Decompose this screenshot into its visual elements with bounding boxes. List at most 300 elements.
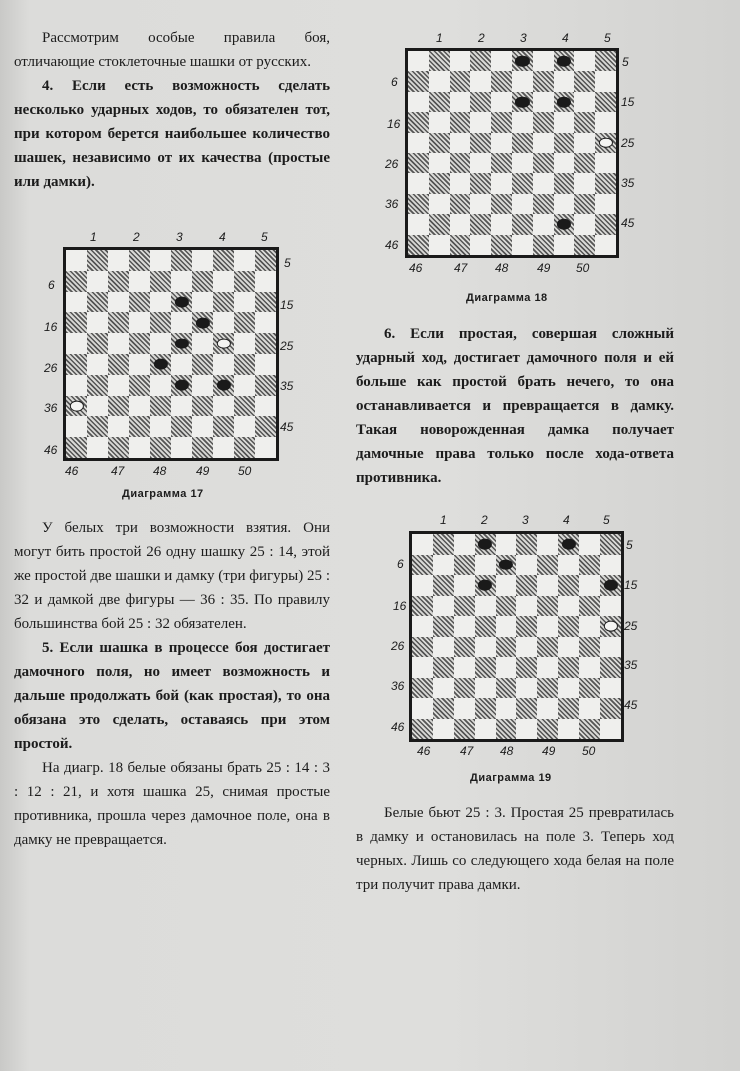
- dark-square: [454, 719, 475, 740]
- dark-square: [129, 416, 150, 437]
- light-square: [255, 312, 276, 333]
- light-square: [554, 153, 575, 173]
- d19-right-label: 35: [624, 658, 638, 672]
- light-square: [496, 657, 517, 678]
- dark-square: [537, 555, 558, 576]
- light-square: [429, 153, 450, 173]
- dark-square: [108, 437, 129, 458]
- d19-top-label: 2: [481, 513, 488, 527]
- dark-square: [475, 616, 496, 637]
- light-square: [554, 194, 575, 214]
- light-square: [558, 678, 579, 699]
- light-square: [537, 657, 558, 678]
- light-square: [408, 133, 429, 153]
- dark-square: [171, 250, 192, 271]
- dark-square: [213, 250, 234, 271]
- light-square: [255, 354, 276, 375]
- paragraph-rule-4: 4. Если есть возможность сделать несколько ударных ходов, то обязателен тот, при котором берется наибольшее количество шашек, независимо от их качества (простые или дамки).: [14, 78, 330, 190]
- light-square: [554, 71, 575, 91]
- light-square: [574, 133, 595, 153]
- light-square: [255, 396, 276, 417]
- dark-square: [450, 71, 471, 91]
- dark-square: [496, 719, 517, 740]
- light-square: [496, 616, 517, 637]
- dark-square: [433, 534, 454, 555]
- light-square: [579, 698, 600, 719]
- d17-right-label: 5: [284, 256, 291, 270]
- dark-square: [192, 312, 213, 333]
- dark-square: [192, 396, 213, 417]
- dark-square: [595, 173, 616, 193]
- black-piece: [562, 539, 576, 550]
- d19-right-label: 15: [624, 578, 638, 592]
- light-square: [108, 333, 129, 354]
- light-square: [533, 133, 554, 153]
- d18-left-label: 46: [385, 238, 399, 252]
- dark-square: [412, 596, 433, 617]
- black-piece: [557, 97, 571, 108]
- dark-square: [408, 112, 429, 132]
- d17-right-label: 25: [280, 339, 294, 353]
- dark-square: [554, 214, 575, 234]
- light-square: [579, 534, 600, 555]
- light-square: [450, 51, 471, 71]
- light-square: [537, 534, 558, 555]
- light-square: [129, 396, 150, 417]
- dark-square: [129, 292, 150, 313]
- light-square: [433, 637, 454, 658]
- d18-bottom-label: 49: [537, 261, 551, 275]
- dark-square: [255, 416, 276, 437]
- light-square: [516, 678, 537, 699]
- dark-square: [554, 92, 575, 112]
- dark-square: [496, 678, 517, 699]
- light-square: [600, 719, 621, 740]
- d19-left-label: 46: [391, 720, 405, 734]
- black-piece: [216, 380, 230, 391]
- paragraph-rule-5: 5. Если шашка в процессе боя достигает дамочного поля, но имеет возможность и дальше продолжать бой (как простая), то она обязана это сделать, оставаясь при этом простой.: [14, 640, 330, 752]
- light-square: [454, 698, 475, 719]
- dark-square: [66, 396, 87, 417]
- dark-square: [433, 575, 454, 596]
- d18-bottom-label: 47: [454, 261, 468, 275]
- d19-top-label: 3: [522, 513, 529, 527]
- light-square: [150, 416, 171, 437]
- light-square: [66, 333, 87, 354]
- dark-square: [496, 596, 517, 617]
- light-square: [516, 555, 537, 576]
- light-square: [450, 173, 471, 193]
- dark-square: [533, 235, 554, 255]
- dark-square: [491, 194, 512, 214]
- dark-square: [537, 596, 558, 617]
- light-square: [213, 354, 234, 375]
- light-square: [470, 153, 491, 173]
- light-square: [213, 396, 234, 417]
- dark-square: [429, 92, 450, 112]
- d19-right-label: 45: [624, 698, 638, 712]
- dark-square: [537, 637, 558, 658]
- dark-square: [491, 71, 512, 91]
- d19-bottom-label: 47: [460, 744, 474, 758]
- light-square: [171, 437, 192, 458]
- light-square: [87, 354, 108, 375]
- light-square: [450, 133, 471, 153]
- light-square: [433, 719, 454, 740]
- d17-left-label: 26: [44, 361, 58, 375]
- dark-square: [595, 51, 616, 71]
- light-square: [595, 112, 616, 132]
- black-piece: [174, 297, 188, 308]
- dark-square: [66, 437, 87, 458]
- dark-square: [512, 92, 533, 112]
- d19-left-label: 36: [391, 679, 405, 693]
- dark-square: [433, 657, 454, 678]
- dark-square: [412, 719, 433, 740]
- left-column-top: [14, 26, 330, 194]
- dark-square: [537, 678, 558, 699]
- dark-square: [429, 133, 450, 153]
- black-piece: [515, 56, 529, 67]
- dark-square: [255, 292, 276, 313]
- light-square: [470, 194, 491, 214]
- light-square: [491, 51, 512, 71]
- dark-square: [470, 173, 491, 193]
- light-square: [412, 616, 433, 637]
- paragraph-intro: Рассмотрим особые правила боя, отличающие стоклеточные шашки от русских.: [14, 30, 330, 70]
- dark-square: [595, 92, 616, 112]
- light-square: [475, 596, 496, 617]
- light-square: [192, 416, 213, 437]
- d18-left-label: 6: [391, 75, 398, 89]
- light-square: [171, 271, 192, 292]
- white-piece: [603, 621, 617, 632]
- dark-square: [516, 534, 537, 555]
- dark-square: [108, 312, 129, 333]
- light-square: [554, 112, 575, 132]
- dark-square: [512, 173, 533, 193]
- d17-top-label: 2: [133, 230, 140, 244]
- dark-square: [470, 92, 491, 112]
- light-square: [454, 616, 475, 637]
- dark-square: [150, 437, 171, 458]
- light-square: [150, 250, 171, 271]
- d19-left-label: 6: [397, 557, 404, 571]
- dark-square: [408, 71, 429, 91]
- dark-square: [234, 437, 255, 458]
- light-square: [450, 214, 471, 234]
- paragraph-diagram-19-note: Белые бьют 25 : 3. Простая 25 превратилась в дамку и остановилась на поле 3. Теперь ход черных. Лишь со следующего хода белая на поле три получит права дамки.: [356, 805, 674, 893]
- d17-bottom-label: 48: [153, 464, 167, 478]
- light-square: [450, 92, 471, 112]
- light-square: [234, 250, 255, 271]
- dark-square: [66, 312, 87, 333]
- light-square: [496, 534, 517, 555]
- dark-square: [408, 153, 429, 173]
- light-square: [491, 173, 512, 193]
- light-square: [558, 637, 579, 658]
- dark-square: [454, 678, 475, 699]
- light-square: [66, 375, 87, 396]
- black-piece: [153, 359, 167, 370]
- light-square: [537, 575, 558, 596]
- dark-square: [129, 250, 150, 271]
- dark-square: [150, 312, 171, 333]
- dark-square: [600, 657, 621, 678]
- dark-square: [574, 235, 595, 255]
- light-square: [412, 575, 433, 596]
- black-piece: [557, 219, 571, 230]
- light-square: [408, 214, 429, 234]
- dark-square: [554, 133, 575, 153]
- light-square: [512, 153, 533, 173]
- dark-square: [475, 698, 496, 719]
- d19-left-label: 26: [391, 639, 405, 653]
- dark-square: [475, 534, 496, 555]
- light-square: [496, 698, 517, 719]
- dark-square: [108, 271, 129, 292]
- d18-bottom-label: 46: [409, 261, 423, 275]
- light-square: [408, 51, 429, 71]
- dark-square: [450, 235, 471, 255]
- light-square: [512, 112, 533, 132]
- dark-square: [108, 354, 129, 375]
- d18-top-label: 3: [520, 31, 527, 45]
- dark-square: [171, 333, 192, 354]
- dark-square: [171, 375, 192, 396]
- black-piece: [174, 380, 188, 391]
- light-square: [512, 71, 533, 91]
- dark-square: [255, 375, 276, 396]
- dark-square: [433, 698, 454, 719]
- dark-square: [192, 271, 213, 292]
- dark-square: [574, 194, 595, 214]
- dark-square: [108, 396, 129, 417]
- light-square: [129, 271, 150, 292]
- diagram-17-caption: Диаграмма 17: [122, 488, 204, 500]
- light-square: [454, 575, 475, 596]
- black-piece: [478, 539, 492, 550]
- light-square: [429, 71, 450, 91]
- dark-square: [429, 214, 450, 234]
- light-square: [579, 657, 600, 678]
- light-square: [533, 92, 554, 112]
- black-piece: [515, 97, 529, 108]
- dark-square: [516, 698, 537, 719]
- black-piece: [557, 56, 571, 67]
- dark-square: [533, 153, 554, 173]
- dark-square: [554, 51, 575, 71]
- left-column-bottom: [14, 516, 330, 852]
- light-square: [496, 575, 517, 596]
- light-square: [87, 437, 108, 458]
- light-square: [558, 555, 579, 576]
- d19-left-label: 16: [393, 599, 407, 613]
- light-square: [408, 173, 429, 193]
- dark-square: [475, 657, 496, 678]
- dark-square: [150, 396, 171, 417]
- d17-top-label: 5: [261, 230, 268, 244]
- light-square: [429, 112, 450, 132]
- dark-square: [579, 678, 600, 699]
- light-square: [475, 637, 496, 658]
- dark-square: [87, 333, 108, 354]
- d17-bottom-label: 47: [111, 464, 125, 478]
- light-square: [558, 719, 579, 740]
- light-square: [192, 292, 213, 313]
- light-square: [429, 194, 450, 214]
- dark-square: [470, 51, 491, 71]
- white-piece: [69, 401, 83, 412]
- dark-square: [450, 194, 471, 214]
- light-square: [600, 555, 621, 576]
- right-column-middle: [356, 322, 674, 490]
- light-square: [213, 312, 234, 333]
- dark-square: [558, 616, 579, 637]
- d19-top-label: 1: [440, 513, 447, 527]
- d17-top-label: 4: [219, 230, 226, 244]
- dark-square: [234, 271, 255, 292]
- dark-square: [87, 416, 108, 437]
- light-square: [150, 375, 171, 396]
- dark-square: [129, 375, 150, 396]
- dark-square: [433, 616, 454, 637]
- light-square: [579, 575, 600, 596]
- light-square: [574, 51, 595, 71]
- light-square: [475, 719, 496, 740]
- dark-square: [600, 575, 621, 596]
- dark-square: [412, 555, 433, 576]
- dark-square: [234, 354, 255, 375]
- d18-right-label: 15: [621, 95, 635, 109]
- dark-square: [558, 657, 579, 678]
- dark-square: [600, 698, 621, 719]
- light-square: [574, 92, 595, 112]
- dark-square: [516, 616, 537, 637]
- dark-square: [129, 333, 150, 354]
- light-square: [171, 354, 192, 375]
- dark-square: [454, 596, 475, 617]
- dark-square: [171, 416, 192, 437]
- light-square: [66, 250, 87, 271]
- dark-square: [533, 194, 554, 214]
- light-square: [66, 292, 87, 313]
- dark-square: [600, 534, 621, 555]
- light-square: [255, 437, 276, 458]
- dark-square: [213, 375, 234, 396]
- dark-square: [491, 112, 512, 132]
- dark-square: [533, 71, 554, 91]
- dark-square: [66, 271, 87, 292]
- light-square: [213, 271, 234, 292]
- light-square: [234, 333, 255, 354]
- dark-square: [558, 575, 579, 596]
- dark-square: [150, 271, 171, 292]
- dark-square: [512, 133, 533, 153]
- light-square: [87, 396, 108, 417]
- dark-square: [512, 51, 533, 71]
- dark-square: [87, 375, 108, 396]
- black-piece: [195, 317, 209, 328]
- light-square: [255, 271, 276, 292]
- d17-top-label: 3: [176, 230, 183, 244]
- dark-square: [255, 250, 276, 271]
- d19-right-label: 5: [626, 538, 633, 552]
- dark-square: [491, 153, 512, 173]
- light-square: [512, 194, 533, 214]
- light-square: [171, 312, 192, 333]
- light-square: [579, 616, 600, 637]
- dark-square: [150, 354, 171, 375]
- dark-square: [496, 555, 517, 576]
- dark-square: [255, 333, 276, 354]
- light-square: [433, 596, 454, 617]
- dark-square: [470, 133, 491, 153]
- light-square: [108, 416, 129, 437]
- light-square: [412, 534, 433, 555]
- d18-right-label: 5: [622, 55, 629, 69]
- paragraph-white-options: У белых три возможности взятия. Они могут бить простой 26 одну шашку 25 : 14, этой же простой две шашки и дамку (три фигуры) 25 : 32 и дамкой две фигуры — 36 : 35. По правилу большинства бой 25 : 32 обязателен.: [14, 520, 330, 632]
- d17-left-label: 6: [48, 278, 55, 292]
- light-square: [87, 312, 108, 333]
- dark-square: [558, 534, 579, 555]
- d18-left-label: 36: [385, 197, 399, 211]
- d17-right-label: 15: [280, 298, 294, 312]
- light-square: [66, 416, 87, 437]
- black-piece: [174, 338, 188, 349]
- light-square: [213, 437, 234, 458]
- d18-bottom-label: 50: [576, 261, 590, 275]
- light-square: [600, 637, 621, 658]
- diagram-19-caption: Диаграмма 19: [470, 772, 552, 784]
- light-square: [491, 92, 512, 112]
- d18-right-label: 45: [621, 216, 635, 230]
- light-square: [408, 92, 429, 112]
- light-square: [412, 657, 433, 678]
- light-square: [537, 616, 558, 637]
- board-19: [409, 531, 624, 742]
- d19-top-label: 4: [563, 513, 570, 527]
- dark-square: [554, 173, 575, 193]
- d18-top-label: 1: [436, 31, 443, 45]
- right-column-bottom: [356, 801, 674, 897]
- light-square: [491, 133, 512, 153]
- dark-square: [87, 292, 108, 313]
- d19-top-label: 5: [603, 513, 610, 527]
- light-square: [470, 235, 491, 255]
- light-square: [600, 596, 621, 617]
- d17-right-label: 45: [280, 420, 294, 434]
- d19-bottom-label: 49: [542, 744, 556, 758]
- dark-square: [234, 312, 255, 333]
- dark-square: [579, 637, 600, 658]
- light-square: [192, 333, 213, 354]
- light-square: [412, 698, 433, 719]
- dark-square: [470, 214, 491, 234]
- dark-square: [213, 416, 234, 437]
- light-square: [454, 657, 475, 678]
- light-square: [150, 292, 171, 313]
- d19-bottom-label: 46: [417, 744, 431, 758]
- light-square: [192, 250, 213, 271]
- black-piece: [499, 559, 513, 570]
- d19-bottom-label: 48: [500, 744, 514, 758]
- dark-square: [213, 333, 234, 354]
- d18-right-label: 35: [621, 176, 635, 190]
- light-square: [595, 194, 616, 214]
- light-square: [554, 235, 575, 255]
- d18-top-label: 4: [562, 31, 569, 45]
